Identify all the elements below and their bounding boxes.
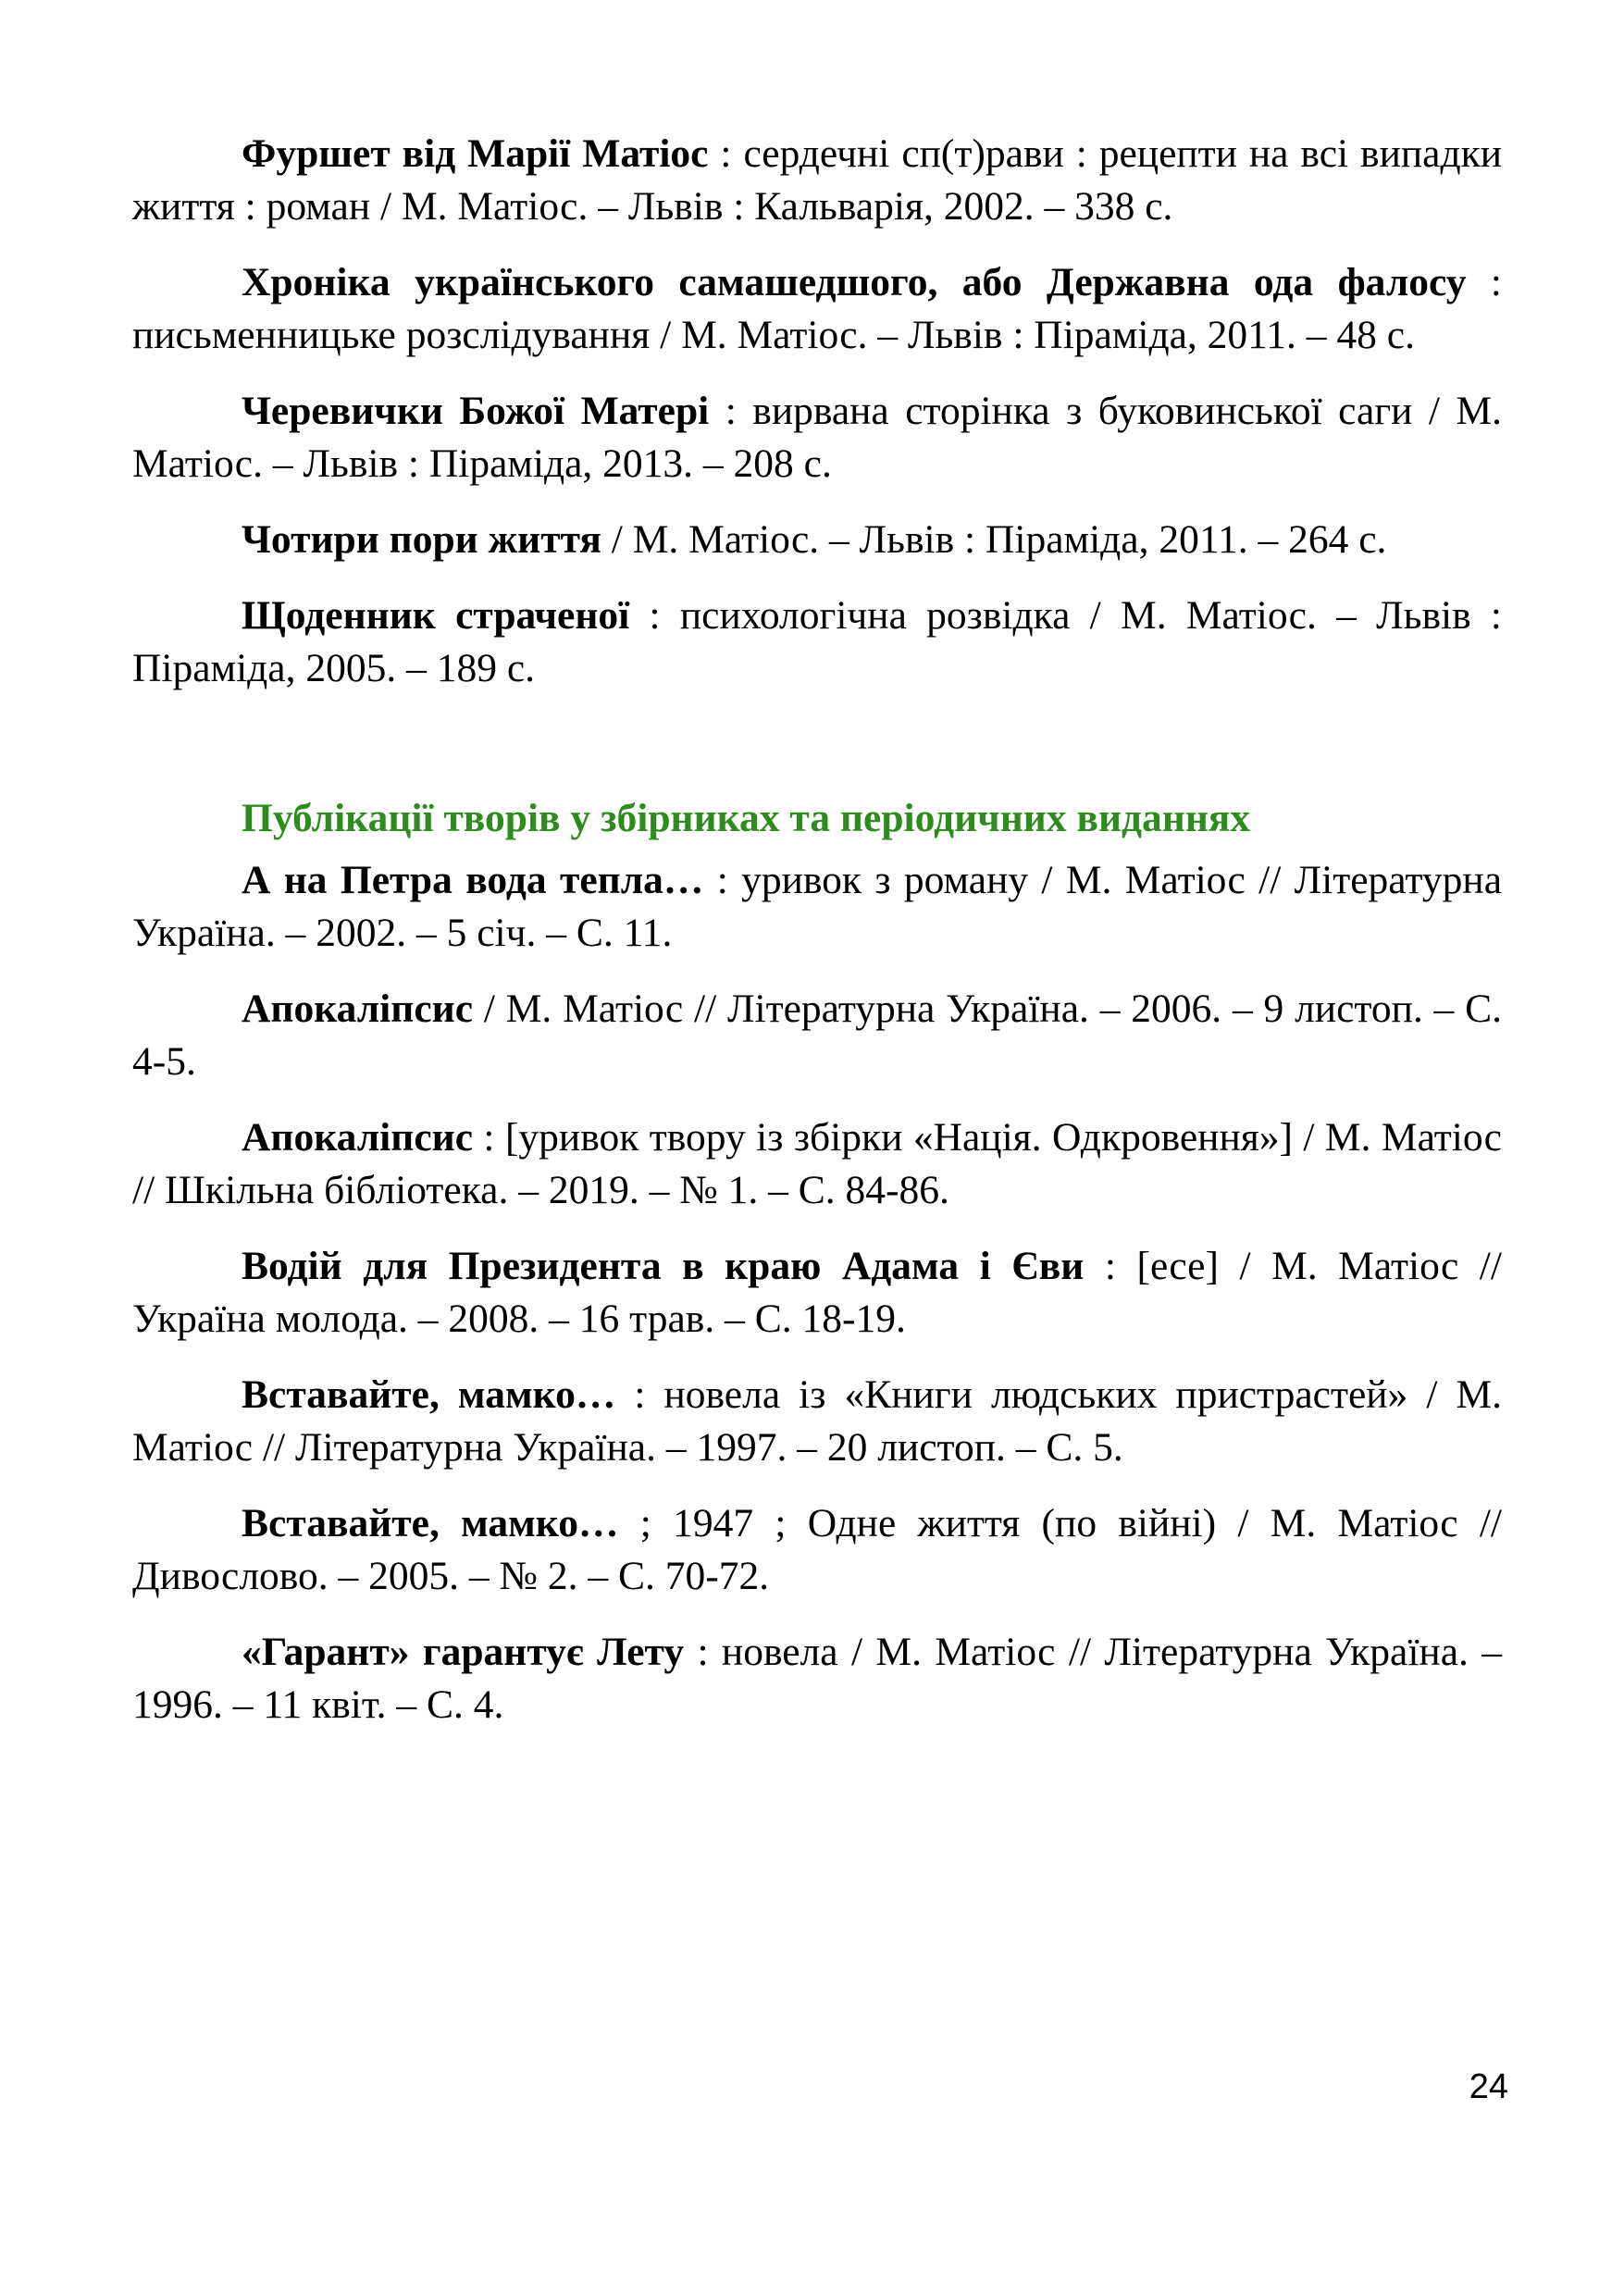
entry-details: / М. Матіос // Літературна Україна. – 2006. – 9 листоп. – С. 4-5. [132, 987, 1502, 1084]
entry-details: : новела із «Книги людських пристрастей» / М. Матіос // Літературна Україна. – 1997. – 20 листоп. – С. 5. [132, 1372, 1502, 1470]
bibliography-entry [132, 983, 1502, 1088]
bibliography-entry [132, 514, 1502, 566]
entry-title: Апокаліпсис [242, 987, 473, 1031]
bibliography-entry [132, 1240, 1502, 1346]
bibliography-list [132, 128, 1502, 1755]
bibliography-entry [132, 1369, 1502, 1474]
bibliography-entry [132, 1497, 1502, 1603]
entry-title: «Гарант» гарантує Лету [242, 1630, 685, 1674]
entry-details: : сердечні сп(т)рави : рецепти на всі випадки життя : роман / М. Матіос. – Львів : Кальварія, 2002. – 338 с. [132, 131, 1502, 229]
entry-details: : новела / М. Матіос // Літературна Україна. – 1996. – 11 квіт. – С. 4. [132, 1630, 1503, 1727]
entry-details: : уривок з роману / М. Матіос // Літературна Україна. – 2002. – 5 січ. – С. 11. [132, 858, 1502, 955]
entry-title: Фуршет від Марії Матіос [242, 131, 709, 176]
bibliography-entry [132, 256, 1502, 362]
entry-details: ; 1947 ; Одне життя (по війні) / М. Матіос // Дивослово. – 2005. – № 2. – С. 70-72. [132, 1501, 1502, 1598]
entry-details: : вирвана сторінка з буковинської саги / М. Матіос. – Львів : Піраміда, 2013. – 208 с. [132, 389, 1502, 486]
entry-title: Апокаліпсис [242, 1115, 473, 1160]
bibliography-entry [132, 590, 1502, 695]
entry-details: : психологічна розвідка / М. Матіос. – Львів : Піраміда, 2005. – 189 с. [132, 593, 1503, 690]
entry-details: : [уривок твору із збірки «Нація. Одкровення»] / М. Матіос // Шкільна бібліотека. – 2019. – № 1. – С. 84-86. [132, 1115, 1502, 1212]
entry-title: Щоденник страченої [242, 593, 630, 638]
bibliography-entry [132, 385, 1502, 490]
bibliography-entry [132, 1111, 1502, 1217]
entry-title: Вставайте, мамко… [242, 1372, 616, 1417]
section-heading: Публікації творів у збірниках та періодичних виданнях [242, 796, 1251, 840]
entry-details: / М. Матіос. – Львів : Піраміда, 2011. – 264 с. [601, 517, 1387, 562]
bibliography-entry [132, 1626, 1502, 1731]
entry-title: Чотири пори життя [242, 517, 601, 562]
entry-title: Черевички Божої Матері [242, 389, 710, 433]
entry-title: Вставайте, мамко… [242, 1501, 619, 1545]
section-spacer [132, 718, 1502, 792]
bibliography-entry [132, 128, 1502, 233]
entry-title: Водій для Президента в краю Адама і Єви [242, 1244, 1085, 1288]
entry-title: Хроніка українського самашедшого, або Державна ода фалосу [242, 260, 1467, 304]
entry-details: : [есе] / М. Матіос // Україна молода. – 2008. – 16 трав. – С. 18-19. [132, 1244, 1502, 1341]
bibliography-entry [132, 854, 1502, 960]
page-number: 24 [1469, 2067, 1508, 2106]
entry-details: : письменницьке розслідування / М. Матіос. – Львів : Піраміда, 2011. – 48 с. [132, 260, 1502, 357]
entry-title: А на Петра вода тепла… [242, 858, 704, 902]
